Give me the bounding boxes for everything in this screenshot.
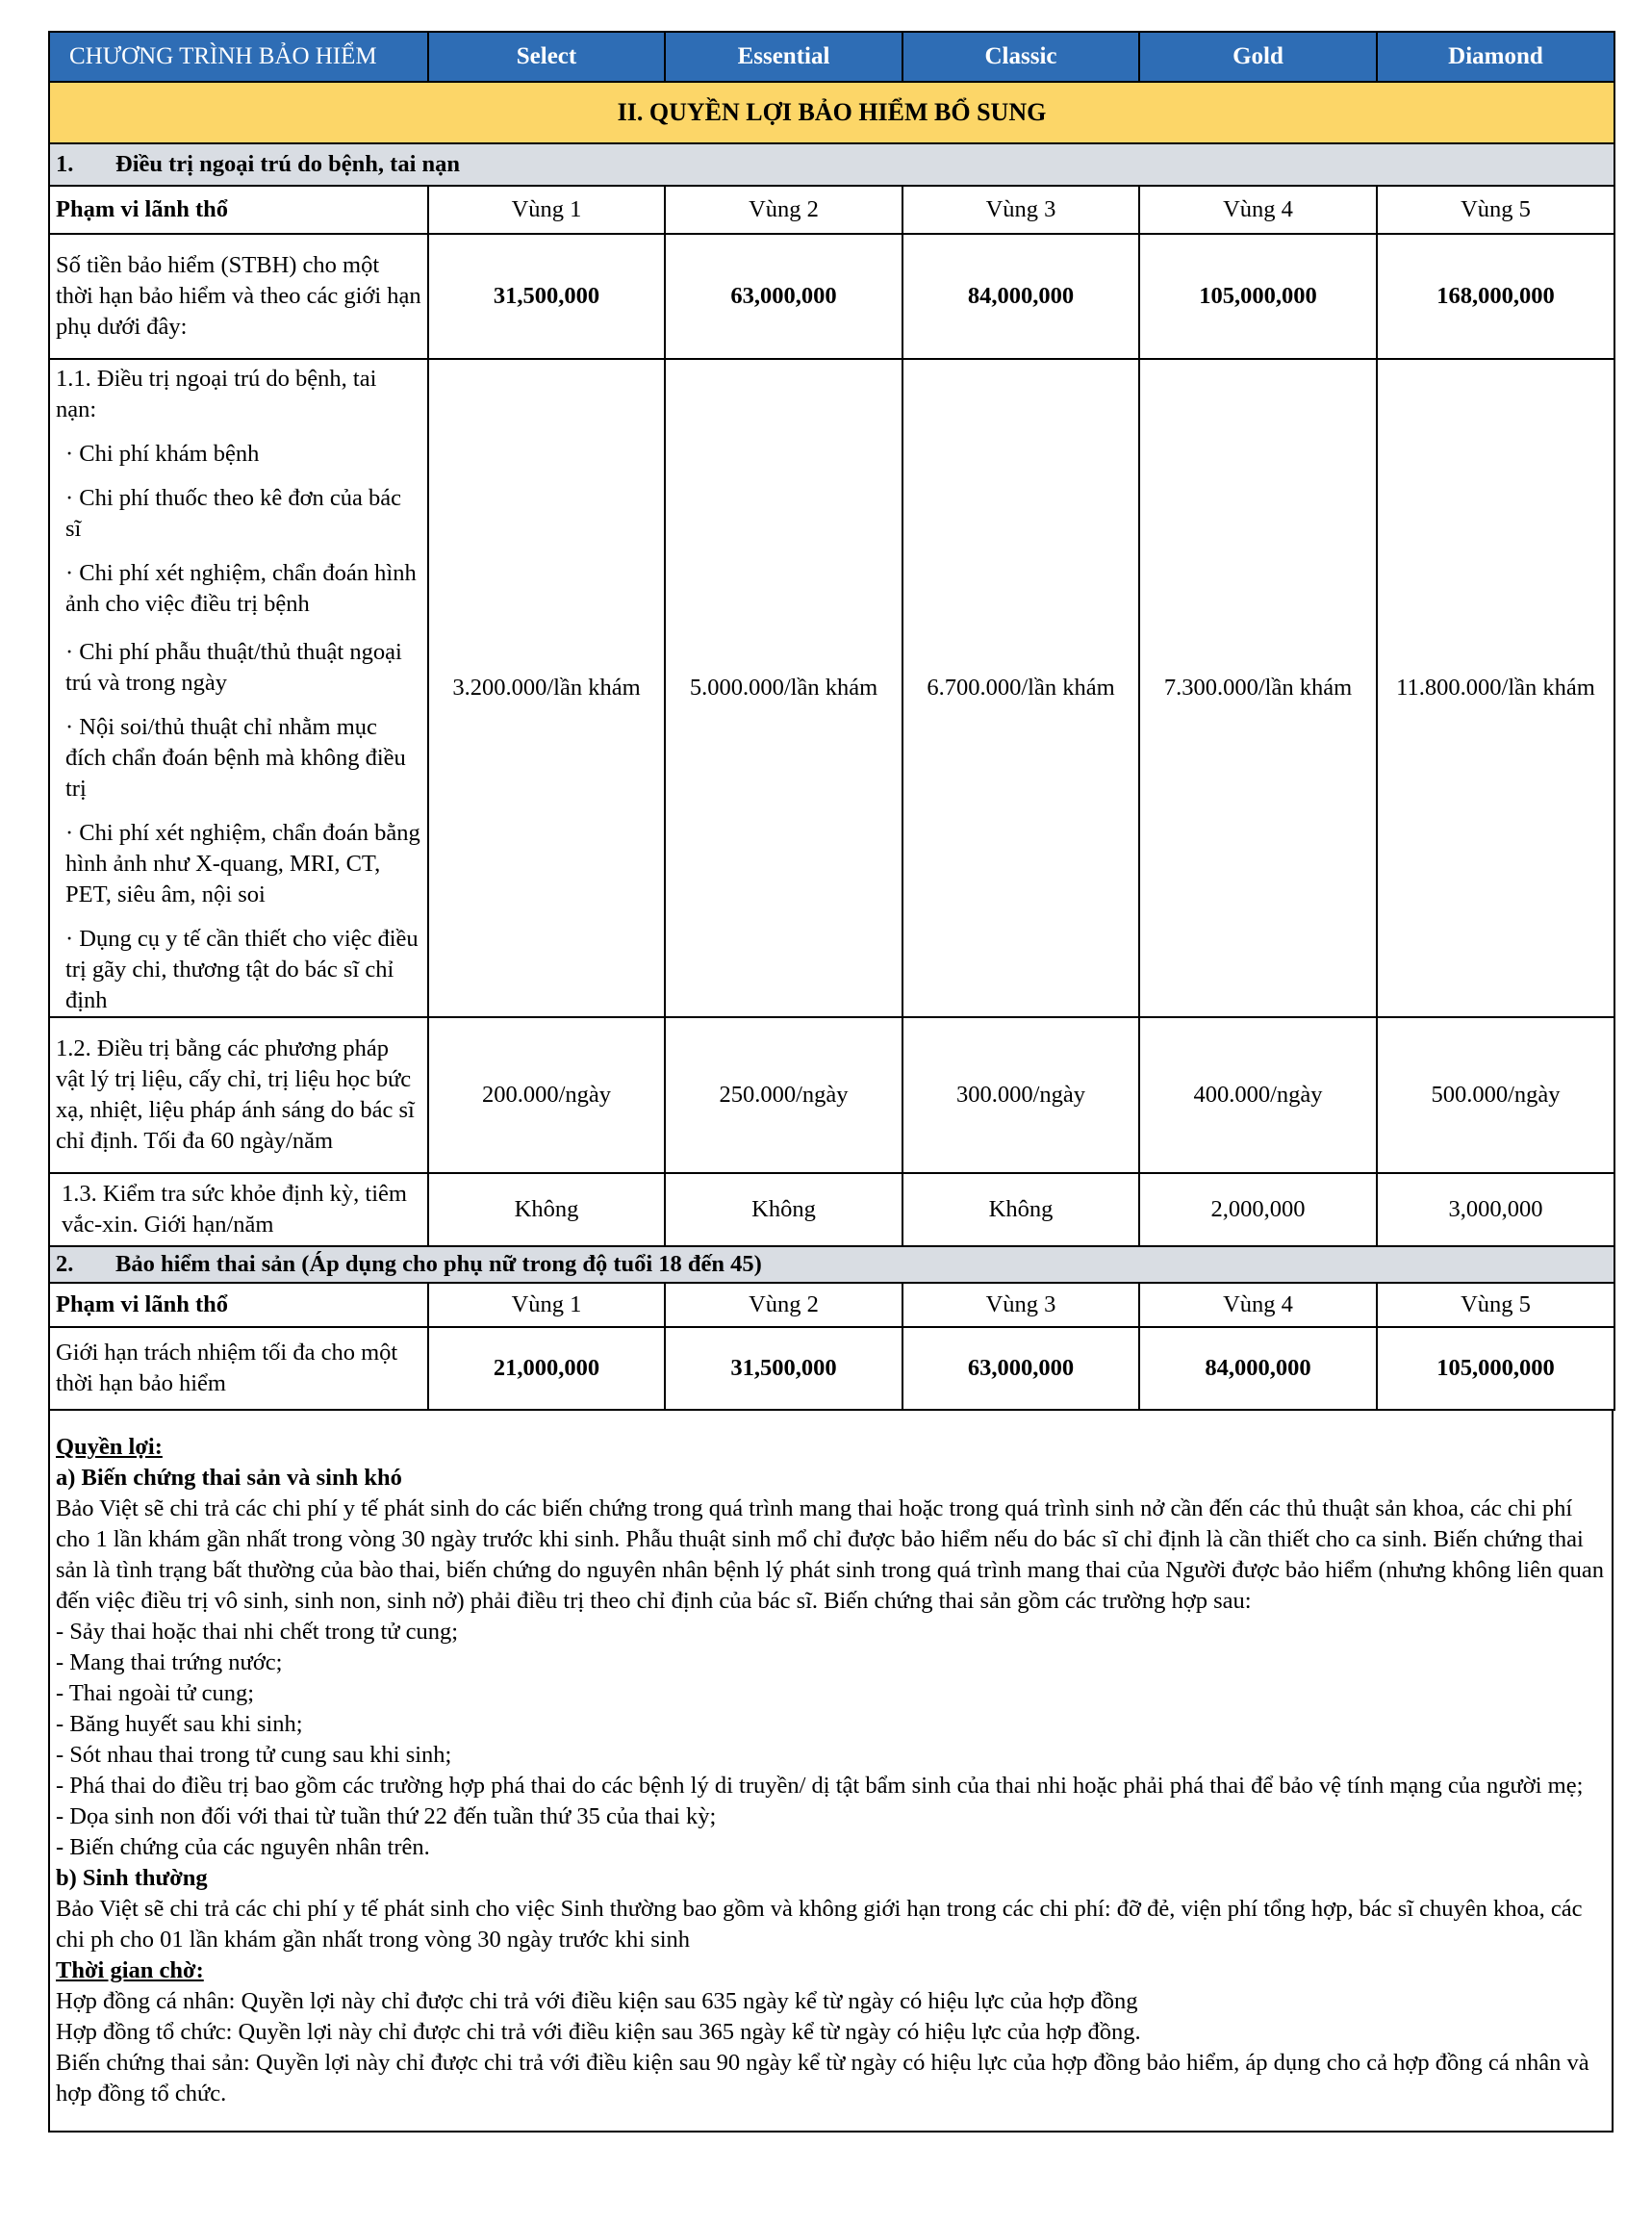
outpatient-value: 6.700.000/lần khám — [902, 359, 1139, 1017]
waiting-period-line: Hợp đồng cá nhân: Quyền lợi này chỉ được chi trả với điều kiện sau 635 ngày kể từ ngày có hiệu lực của hợp đồng — [56, 1988, 1138, 2014]
complications-text: Bảo Việt sẽ chi trả các chi phí y tế phát sinh do các biến chứng trong quá trình mang thai hoặc trong quá trình sinh nở cần đến các thủ thuật sản khoa, các chi phí cho 1 lần khám gần nhất trong vòng 30 ngày trước khi sinh. Phẫu thuật sinh mổ chỉ được bảo hiểm nếu do bác sĩ chỉ định là cần thiết cho ca sinh. Biến chứng thai sản là tình trạng bất thường của bào thai, biến chứng do nguyên nhân bệnh lý phát sinh trong quá trình mang thai của Người được bảo hiểm (nhưng không liên quan đến việc điều trị vô sinh, sinh non, sinh nở) phải điều trị theo chỉ định của bác sĩ. Biến chứng thai sản gồm các trường hợp sau: — [56, 1495, 1604, 1614]
physiotherapy-value: 400.000/ngày — [1139, 1017, 1377, 1173]
physiotherapy-value: 200.000/ngày — [428, 1017, 665, 1173]
part2-title — [49, 1246, 1614, 1283]
outpatient-value: 7.300.000/lần khám — [1139, 359, 1377, 1017]
outpatient-item: · Chi phí xét nghiệm, chẩn đoán hình ảnh cho việc điều trị bệnh — [65, 560, 417, 617]
sum-value: 63,000,000 — [665, 234, 902, 359]
plan-classic-header: Classic — [902, 32, 1139, 82]
normal-birth-text: Bảo Việt sẽ chi trả các chi phí y tế phát sinh cho việc Sinh thường bao gồm và không giới hạn trong các chi phí: đỡ đẻ, viện phí tổng hợp, bác sĩ chuyên khoa, các chi ph cho 01 lần khám gần nhất trong vòng 30 ngày trước khi sinh — [56, 1896, 1583, 1953]
outpatient-title: 1.1. Điều trị ngoại trú do bệnh, tai nạn: — [56, 366, 377, 422]
zone-cell: Vùng 3 — [902, 186, 1139, 234]
physiotherapy-value: 250.000/ngày — [665, 1017, 902, 1173]
zone-cell: Vùng 5 — [1377, 1283, 1614, 1327]
maternity-limit-value: 31,500,000 — [665, 1327, 902, 1410]
plan-select-header: Select — [428, 32, 665, 82]
sum-insured-label: Số tiền bảo hiểm (STBH) cho một thời hạn bảo hiểm và theo các giới hạn phụ dưới đây: — [49, 234, 428, 359]
outpatient-value: 11.800.000/lần khám — [1377, 359, 1614, 1017]
plan-diamond-header: Diamond — [1377, 32, 1614, 82]
outpatient-label — [49, 359, 428, 1017]
part2-number: 2. — [56, 1251, 74, 1277]
part1-title-row — [49, 143, 1614, 186]
part2-territory-row — [49, 1283, 1614, 1327]
outpatient-item: · Chi phí xét nghiệm, chẩn đoán bằng hình ảnh như X-quang, MRI, CT, PET, siêu âm, nội soi — [65, 820, 420, 907]
checkup-label: 1.3. Kiểm tra sức khỏe định kỳ, tiêm vắc-xin. Giới hạn/năm — [49, 1173, 428, 1246]
zone-cell: Vùng 2 — [665, 1283, 902, 1327]
complication-item: - Mang thai trứng nước; — [56, 1649, 283, 1675]
part1-title-text: Điều trị ngoại trú do bệnh, tai nạn — [115, 151, 461, 177]
complication-item: - Biến chứng của các nguyên nhân trên. — [56, 1834, 430, 1860]
outpatient-value: 5.000.000/lần khám — [665, 359, 902, 1017]
zone-cell: Vùng 1 — [428, 186, 665, 234]
maternity-limit-value: 21,000,000 — [428, 1327, 665, 1410]
checkup-value: Không — [428, 1173, 665, 1246]
sum-value: 31,500,000 — [428, 234, 665, 359]
zone-cell: Vùng 1 — [428, 1283, 665, 1327]
plan-header-row — [49, 32, 1614, 82]
complication-item: - Sảy thai hoặc thai nhi chết trong tử cung; — [56, 1619, 459, 1645]
waiting-period-line: Biến chứng thai sản: Quyền lợi này chỉ được chi trả với điều kiện sau 90 ngày kể từ ngày có hiệu lực của hợp đồng bảo hiểm, áp dụng cho cả hợp đồng cá nhân và hợp đồng tổ chức. — [56, 2050, 1589, 2107]
maternity-limit-value: 63,000,000 — [902, 1327, 1139, 1410]
zone-cell: Vùng 4 — [1139, 186, 1377, 234]
checkup-value: Không — [902, 1173, 1139, 1246]
benefits-heading: Quyền lợi: — [56, 1434, 163, 1460]
territory-label: Phạm vi lãnh thổ — [49, 186, 428, 234]
zone-cell: Vùng 2 — [665, 186, 902, 234]
complication-item: - Băng huyết sau khi sinh; — [56, 1711, 303, 1737]
physiotherapy-value: 300.000/ngày — [902, 1017, 1139, 1173]
zone-cell: Vùng 5 — [1377, 186, 1614, 234]
outpatient-value: 3.200.000/lần khám — [428, 359, 665, 1017]
plan-essential-header: Essential — [665, 32, 902, 82]
outpatient-item: · Dụng cụ y tế cần thiết cho việc điều trị gãy chi, thương tật do bác sĩ chỉ định — [65, 926, 419, 1013]
part2-title-text: Bảo hiểm thai sản (Áp dụng cho phụ nữ trong độ tuổi 18 đến 45) — [115, 1251, 762, 1277]
section-title-row — [49, 82, 1614, 143]
territory-label: Phạm vi lãnh thổ — [49, 1283, 428, 1327]
program-header: CHƯƠNG TRÌNH BẢO HIỂM — [49, 32, 428, 82]
complication-item: - Sót nhau thai trong tử cung sau khi sinh; — [56, 1742, 452, 1768]
waiting-period-line: Hợp đồng tổ chức: Quyền lợi này chỉ được chi trả với điều kiện sau 365 ngày kể từ ngày có hiệu lực của hợp đồng. — [56, 2019, 1141, 2045]
maternity-limit-row — [49, 1327, 1614, 1410]
zone-cell: Vùng 4 — [1139, 1283, 1377, 1327]
maternity-limit-value: 84,000,000 — [1139, 1327, 1377, 1410]
outpatient-item: · Chi phí thuốc theo kê đơn của bác sĩ — [65, 485, 402, 542]
checkup-row — [49, 1173, 1614, 1246]
outpatient-item: · Nội soi/thủ thuật chỉ nhằm mục đích chẩn đoán bệnh mà không điều trị — [65, 714, 406, 802]
sum-value: 105,000,000 — [1139, 234, 1377, 359]
benefits-sheet — [48, 31, 1614, 2133]
benefits-text-block — [48, 1411, 1614, 2133]
part1-title — [49, 143, 1614, 186]
checkup-value: 3,000,000 — [1377, 1173, 1614, 1246]
outpatient-row — [49, 359, 1614, 1017]
complications-title: a) Biến chứng thai sản và sinh khó — [56, 1465, 402, 1491]
maternity-limit-value: 105,000,000 — [1377, 1327, 1614, 1410]
zone-cell: Vùng 3 — [902, 1283, 1139, 1327]
benefit-table — [48, 31, 1615, 1411]
part2-title-row — [49, 1246, 1614, 1283]
complication-item: - Thai ngoài tử cung; — [56, 1680, 255, 1706]
sum-value: 84,000,000 — [902, 234, 1139, 359]
sum-insured-row — [49, 234, 1614, 359]
checkup-value: Không — [665, 1173, 902, 1246]
outpatient-item: · Chi phí khám bệnh — [65, 441, 260, 467]
normal-birth-title: b) Sinh thường — [56, 1865, 208, 1891]
part1-territory-row — [49, 186, 1614, 234]
plan-gold-header: Gold — [1139, 32, 1377, 82]
waiting-period-heading: Thời gian chờ: — [56, 1957, 204, 1983]
sum-value: 168,000,000 — [1377, 234, 1614, 359]
checkup-value: 2,000,000 — [1139, 1173, 1377, 1246]
physiotherapy-row — [49, 1017, 1614, 1173]
complication-item: - Dọa sinh non đối với thai từ tuần thứ 22 đến tuần thứ 35 của thai kỳ; — [56, 1803, 717, 1829]
part1-number: 1. — [56, 151, 74, 177]
physiotherapy-label: 1.2. Điều trị bằng các phương pháp vật lý trị liệu, cấy chỉ, trị liệu học bức xạ, nhiệt, liệu pháp ánh sáng do bác sĩ chỉ định. Tối đa 60 ngày/năm — [49, 1017, 428, 1173]
complication-item: - Phá thai do điều trị bao gồm các trường hợp phá thai do các bệnh lý di truyền/ dị tật bẩm sinh của thai nhi hoặc phải phá thai để bảo vệ tính mạng của người mẹ; — [56, 1773, 1584, 1799]
maternity-limit-label: Giới hạn trách nhiệm tối đa cho một thời hạn bảo hiểm — [49, 1327, 428, 1410]
physiotherapy-value: 500.000/ngày — [1377, 1017, 1614, 1173]
outpatient-item: · Chi phí phẫu thuật/thủ thuật ngoại trú và trong ngày — [65, 639, 402, 696]
section-title: II. QUYỀN LỢI BẢO HIỂM BỔ SUNG — [49, 82, 1614, 143]
